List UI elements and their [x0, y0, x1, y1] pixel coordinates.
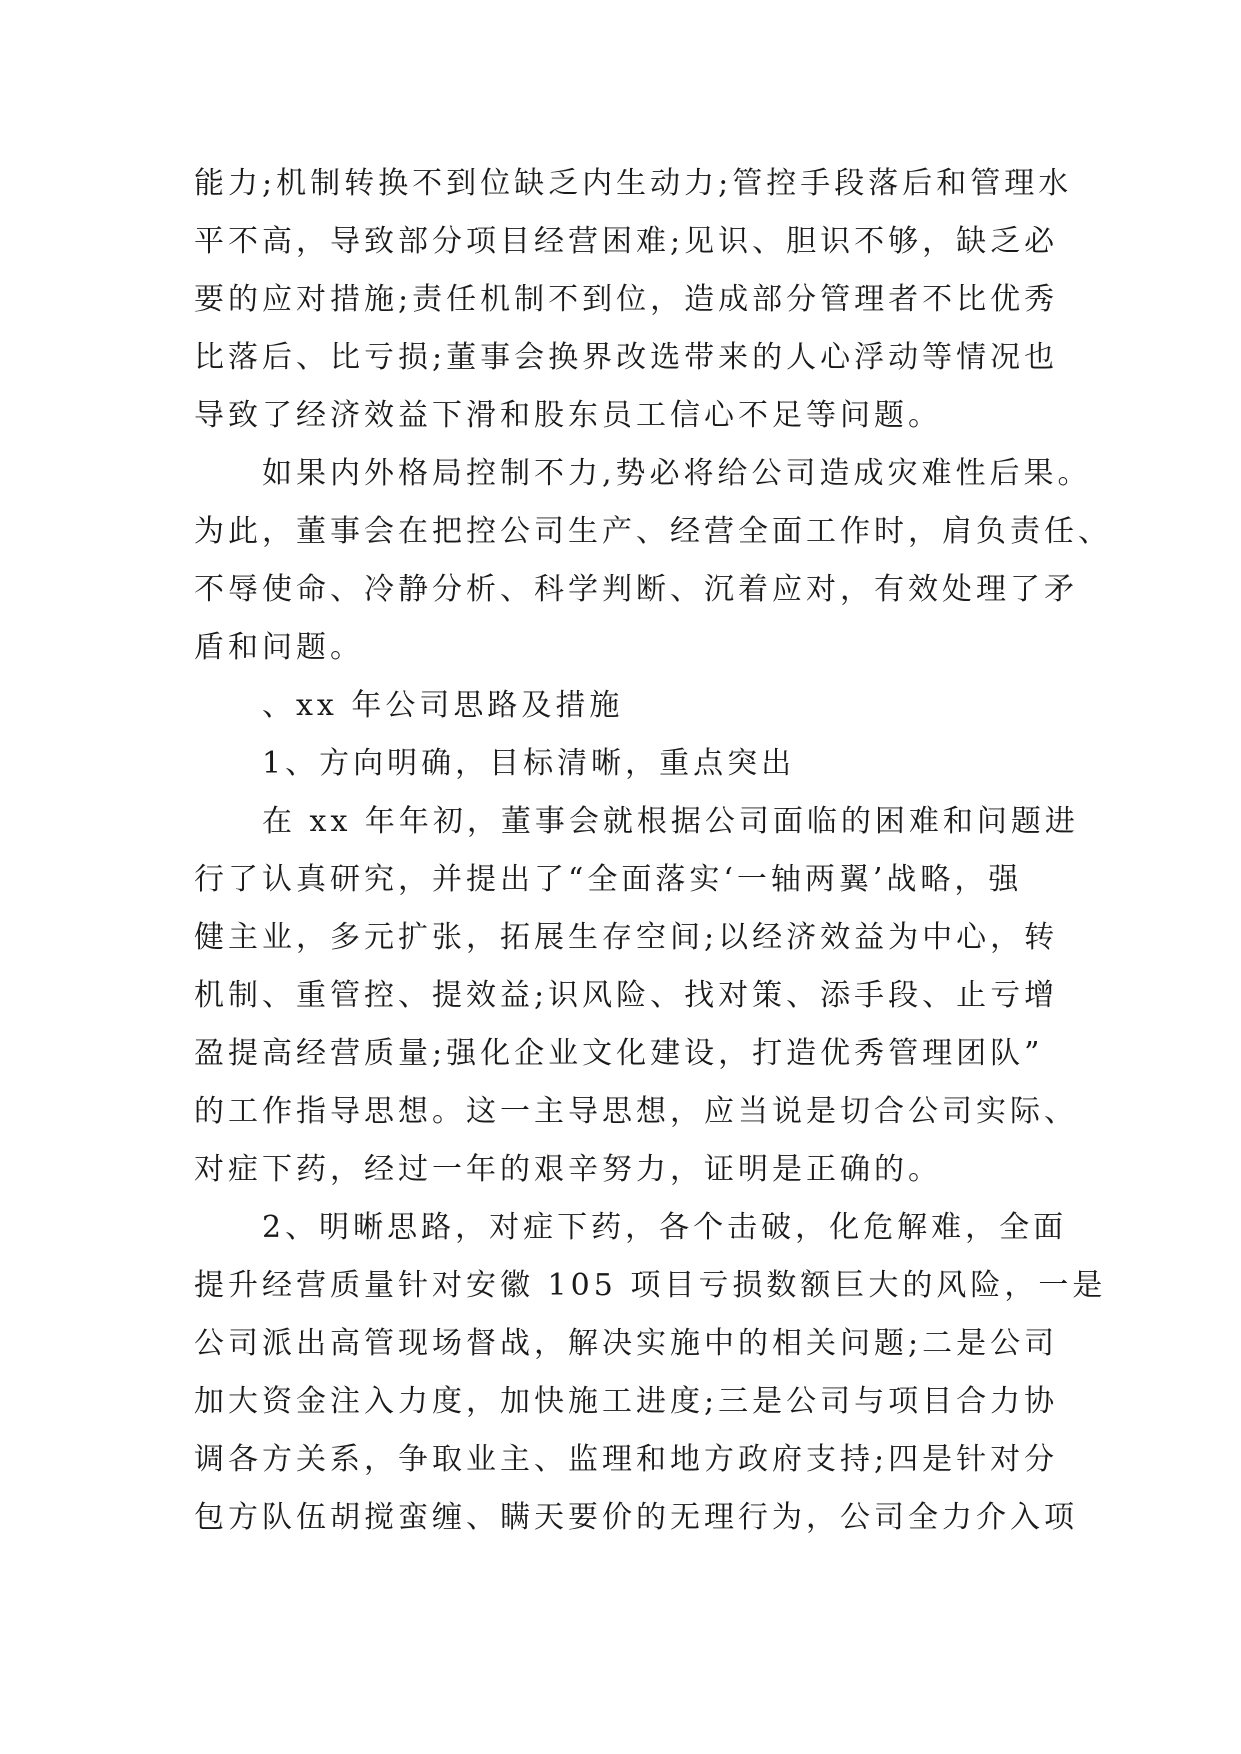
text-line: 提升经营质量针对安徽 105 项目亏损数额巨大的风险，一是	[194, 1268, 1107, 1303]
text-line: 在 xx 年年初，董事会就根据公司面临的困难和问题进	[262, 804, 1079, 839]
text-line: 、xx 年公司思路及措施	[262, 688, 624, 723]
text-line: 包方队伍胡搅蛮缠、瞒天要价的无理行为，公司全力介入项	[194, 1500, 1078, 1535]
text-line: 能力;机制转换不到位缺乏内生动力;管控手段落后和管理水	[194, 166, 1073, 201]
text-line: 机制、重管控、提效益;识风险、找对策、添手段、止亏增	[194, 978, 1059, 1013]
text-line: 平不高，导致部分项目经营困难;见识、胆识不够，缺乏必	[194, 224, 1059, 259]
text-line: 不辱使命、冷静分析、科学判断、沉着应对，有效处理了矛	[194, 572, 1078, 607]
text-line: 1、方向明确，目标清晰，重点突出	[262, 746, 796, 781]
text-line: 要的应对措施;责任机制不到位，造成部分管理者不比优秀	[194, 282, 1059, 317]
text-line: 调各方关系，争取业主、监理和地方政府支持;四是针对分	[194, 1442, 1059, 1477]
text-line: 对症下药，经过一年的艰辛努力，证明是正确的。	[194, 1152, 942, 1187]
text-line: 导致了经济效益下滑和股东员工信心不足等问题。	[194, 398, 942, 433]
text-line: 公司派出高管现场督战，解决实施中的相关问题;二是公司	[194, 1326, 1059, 1361]
text-line: 为此，董事会在把控公司生产、经营全面工作时，肩负责任、	[194, 514, 1112, 549]
text-line: 2、明晰思路，对症下药，各个击破，化危解难，全面	[262, 1210, 1068, 1245]
text-line: 加大资金注入力度，加快施工进度;三是公司与项目合力协	[194, 1384, 1059, 1419]
text-line: 盈提高经营质量;强化企业文化建设，打造优秀管理团队”	[194, 1036, 1044, 1071]
text-line: 行了认真研究，并提出了“全面落实‘一轴两翼’战略，强	[194, 862, 1023, 897]
text-line: 如果内外格局控制不力,势必将给公司造成灾难性后果。	[262, 456, 1092, 491]
text-line: 比落后、比亏损;董事会换界改选带来的人心浮动等情况也	[194, 340, 1059, 375]
text-line: 的工作指导思想。这一主导思想，应当说是切合公司实际、	[194, 1094, 1078, 1129]
text-line: 健主业，多元扩张，拓展生存空间;以经济效益为中心，转	[194, 920, 1059, 955]
document-body	[194, 155, 1112, 1547]
text-line: 盾和问题。	[194, 630, 364, 665]
